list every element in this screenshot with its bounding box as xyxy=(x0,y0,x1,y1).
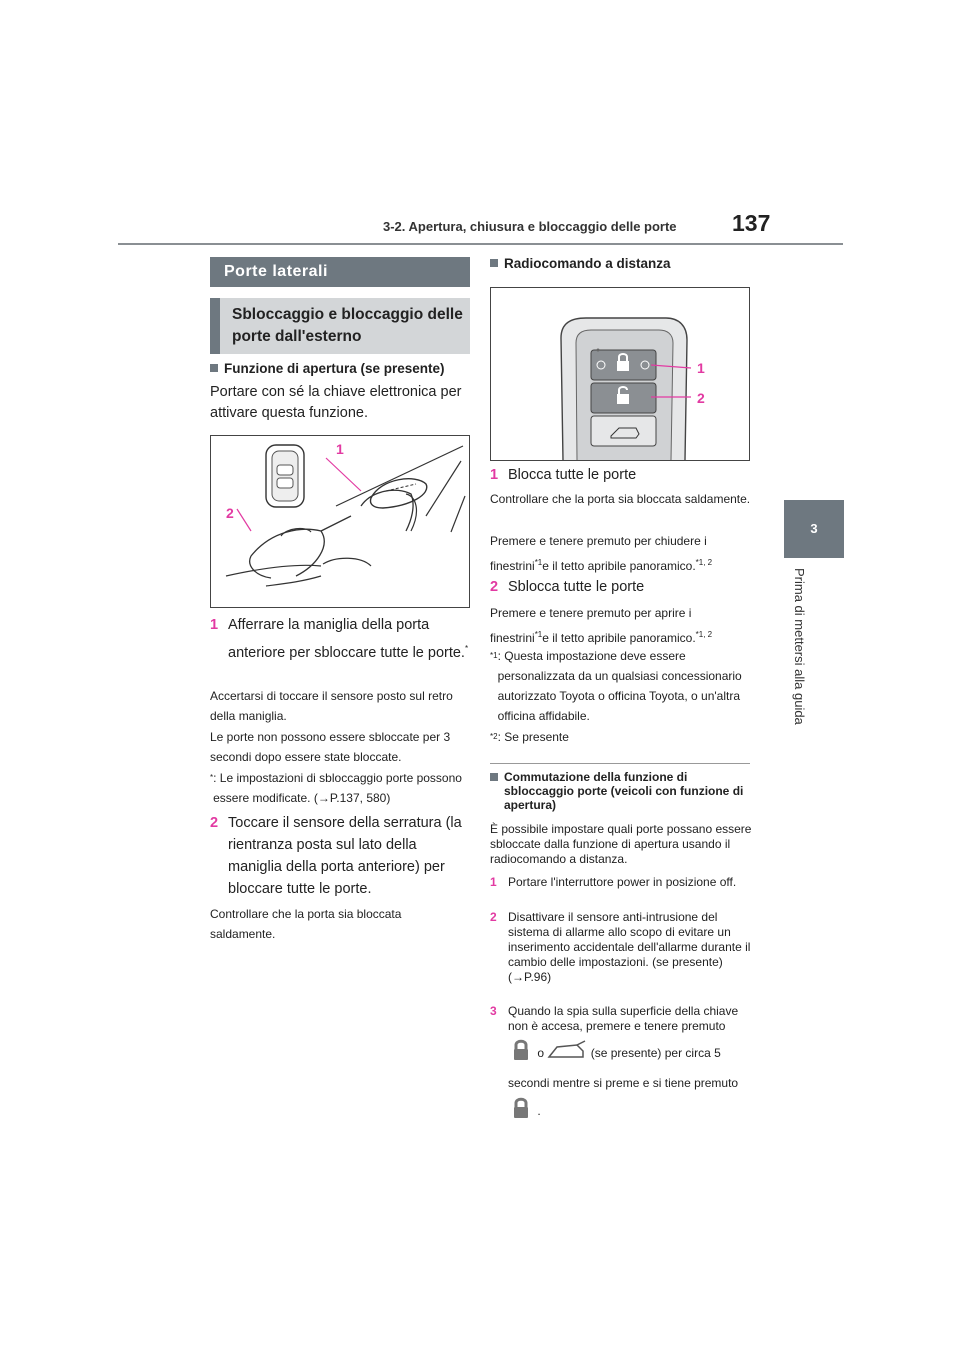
left-note-2: Le porte non possono essere sbloccate per 3 secondi dopo essere state bloccate. xyxy=(210,730,451,764)
left-note-1: Accertarsi di toccare il sensore posto sul retro della maniglia. xyxy=(210,689,453,723)
right-step-1-note-2: Premere e tenere premuto per chiudere i finestrini$^{*1}$e il tetto apribile panoramico.$^{*1, 2}$ xyxy=(490,534,713,573)
bullet-square-icon xyxy=(210,364,218,372)
divider xyxy=(490,763,750,764)
lock-icon xyxy=(508,1037,534,1071)
chapter-label: Prima di mettersi alla guida xyxy=(792,568,807,725)
figure-label-2: 2 xyxy=(697,390,705,406)
right-step-1-title: 1 Blocca tutte le porte xyxy=(490,467,637,483)
header-rule xyxy=(118,243,843,245)
left-footnote: * : Le impostazioni di sbloccaggio porte possono essere modificate. (→P.137, 580) xyxy=(210,771,462,805)
left-note-3: Controllare che la porta sia bloccata saldamente. xyxy=(210,907,402,941)
lock-icon xyxy=(508,1095,534,1129)
section-heading: Porte laterali xyxy=(210,257,470,287)
right-step-1-note-1: Controllare che la porta sia bloccata saldamente. xyxy=(490,492,751,506)
door-handle-illustration xyxy=(211,436,469,607)
right-substep-2: 2 Disattivare il sensore anti-intrusione del sistema di allarme allo scopo di evitare un inserimento accidentale dell'allarme durante il cambio delle impostazioni. (se presente) (→P.96) xyxy=(490,910,751,984)
page-number: 137 xyxy=(732,210,771,236)
right-footnote-2: *2 : Se presente xyxy=(490,730,569,744)
car-trunk-icon xyxy=(547,1039,587,1069)
left-step-2: 2 Toccare il sensore della serratura (la rientranza posta sul lato della maniglia della porta anteriore) per bloccare tutte le porte. xyxy=(210,815,462,897)
figure-label-1: 1 xyxy=(697,360,705,376)
right-substep-3: 3 Quando la spia sulla superficie della chiave non è accesa, premere e tenere premuto o (se presente) per circa 5 secondi mentre si preme e si tiene premuto . xyxy=(490,1004,752,1129)
door-handle-figure xyxy=(210,435,470,608)
figure-label-1: 1 xyxy=(336,441,344,457)
right-step-2-title: 2 Sblocca tutte le porte xyxy=(490,579,645,595)
chapter-tab: 3 xyxy=(784,500,844,558)
bullet-square-icon xyxy=(490,773,498,781)
left-subheading: Funzione di apertura (se presente) xyxy=(210,361,445,376)
right-subsection-intro: È possibile impostare quali porte possano essere sbloccate dalla funzione di apertura usando il radiocomando a distanza. xyxy=(490,822,752,866)
right-step-2-note: Premere e tenere premuto per aprire i finestrini$^{*1}$e il tetto apribile panoramico.$^{*1, 2}$ xyxy=(490,606,713,645)
remote-key-illustration xyxy=(491,288,749,460)
remote-key-figure xyxy=(490,287,750,461)
figure-label-2: 2 xyxy=(226,505,234,521)
right-subheading: Radiocomando a distanza xyxy=(490,256,671,271)
subsection-heading: Sbloccaggio e bloccaggio delle porte dall'esterno xyxy=(210,298,470,354)
left-step-1: 1 Afferrare la maniglia della porta anteriore per sbloccare tutte le porte.* xyxy=(210,617,469,661)
right-subheading-2: Commutazione della funzione di sbloccaggio porte (veicoli con funzione di apertura) xyxy=(490,770,752,812)
bullet-square-icon xyxy=(490,259,498,267)
section-title: 3-2. Apertura, chiusura e bloccaggio delle porte xyxy=(383,219,677,234)
right-footnote-1: *1 : Questa impostazione deve essere personalizzata da un qualsiasi concessionario autorizzato Toyota o officina Toyota, o un'altra officina affidabile. xyxy=(490,649,742,723)
right-substep-1: 1 Portare l'interruttore power in posizione off. xyxy=(490,875,737,889)
left-intro: Portare con sé la chiave elettronica per attivare questa funzione. xyxy=(210,384,462,421)
